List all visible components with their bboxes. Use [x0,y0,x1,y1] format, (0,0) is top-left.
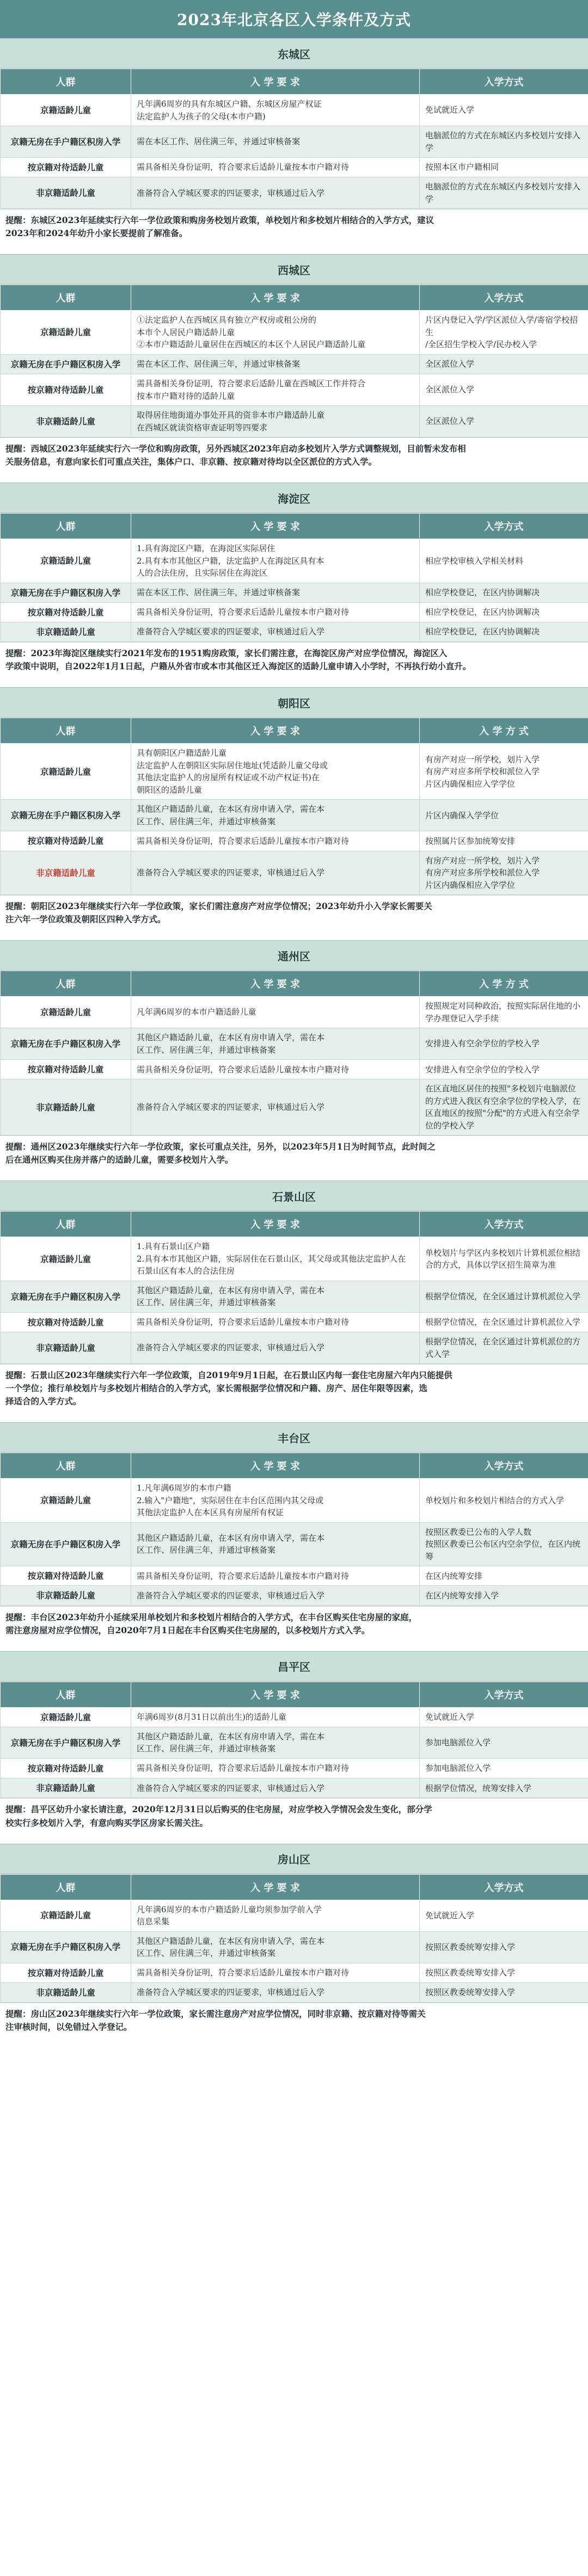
section-spacer [0,930,588,940]
column-header-people: 人群 [1,1682,131,1707]
requirement-cell: 凡年满6周岁的本市户籍适龄儿童 [131,997,420,1028]
column-header-requirements: 入 学 要 求 [131,971,420,997]
table-row [1,997,588,1028]
table-row [1,851,588,895]
table-row [1,583,588,602]
people-cell: 京籍适龄儿童 [1,1707,131,1727]
district-table [0,1874,588,2003]
table-row [1,1522,588,1566]
people-cell: 非京籍适龄儿童 [1,1778,131,1798]
district-table [0,513,588,642]
table-header-row [1,285,588,311]
district-note: 提醒：昌平区幼升小家长请注意，2020年12月31日以后购买的住宅房屋，对应学校入学情况会发生变化，部分学 校实行多校划片入学，有意向购买学区房家长需关注。 [0,1798,588,1833]
column-header-method: 入学方式 [420,1453,588,1479]
method-cell: 相应学校审核入学相关材料 [420,539,588,583]
people-cell: 京籍无房在手户籍区积房入学 [1,1281,131,1312]
column-header-requirements: 入 学 要 求 [131,1874,420,1900]
method-cell: 有房产对应一所学校，划片入学 有房产对应多所学校和派位入学 片区内确保相应入学学位 [420,744,588,800]
table-header-row [1,514,588,539]
people-cell: 京籍无房在手户籍区积房入学 [1,1028,131,1060]
table-row [1,831,588,851]
table-row [1,126,588,158]
method-cell: 免试就近入学 [420,95,588,126]
people-cell: 非京籍适龄儿童 [1,1332,131,1364]
table-row [1,800,588,831]
requirement-cell: ①法定监护人在西城区具有独立产权房或租公房的 本市个人居民户籍适龄儿童 ②本市户籍适龄儿童居住在西城区的本区个人居民户籍适龄儿童 [131,311,420,355]
method-cell: 根据学位情况，统筹安排入学 [420,1778,588,1798]
method-cell: 按照本区市户籍相同 [420,158,588,177]
method-cell: 参加电脑派位入学 [420,1758,588,1778]
method-cell: 安排进入有空余学位的学校入学 [420,1028,588,1060]
requirement-cell: 准备符合入学城区要求的四证要求，审核通过后入学 [131,1778,420,1798]
requirement-cell: 其他区户籍适龄儿童，在本区有房申请入学，需在本 区工作、居住满三年，并通过审核备案 [131,800,420,831]
district-note: 提醒：东城区2023年延续实行六年一学位政策和购房务校划片政策，单校划片和多校划片相结合的入学方式，建议 2023年和2024年幼升小家长要提前了解准备。 [0,209,588,244]
requirement-cell: 其他区户籍适龄儿童，在本区有房申请入学，需在本 区工作、居住满三年，并通过审核备案 [131,1931,420,1963]
column-header-people: 人群 [1,1212,131,1237]
column-header-requirements: 入 学 要 求 [131,718,420,744]
column-header-people: 人群 [1,971,131,997]
table-row [1,311,588,355]
district-note: 提醒：石景山区2023年继续实行六年一学位政策，自2019年9月1日起，在石景山区内每一套住宅房屋六年内只能提供 一个学位；推行单校划片与多校划片相结合的入学方式，家长需根据学位情况和户籍、房产、居住年限等因素，选 择适合的入学方式。 [0,1364,588,1412]
people-cell: 非京籍适龄儿童 [1,177,131,209]
table-row [1,158,588,177]
method-cell: 免试就近入学 [420,1707,588,1727]
table-row [1,622,588,642]
method-cell: 单校划片和多校划片相结合的方式入学 [420,1479,588,1523]
table-row [1,1332,588,1364]
people-cell: 非京籍适龄儿童 [1,1079,131,1135]
people-cell: 京籍无房在手户籍区积房入学 [1,800,131,831]
district-title: 房山区 [0,1844,588,1874]
people-cell: 京籍无房在手户籍区积房入学 [1,583,131,602]
district-title: 通州区 [0,940,588,971]
requirement-cell: 需在本区工作、居住满三年，并通过审核备案 [131,126,420,158]
column-header-method: 入学方式 [420,285,588,311]
requirement-cell: 其他区户籍适龄儿童，在本区有房申请入学，需在本 区工作、居住满三年，并通过审核备案 [131,1727,420,1758]
table-row [1,1586,588,1605]
table-row [1,1900,588,1931]
method-cell: 电脑派位的方式在东城区内多校划片安排入学 [420,177,588,209]
column-header-method: 入学方式 [420,514,588,539]
people-cell: 京籍无房在手户籍区积房入学 [1,126,131,158]
district-title: 海淀区 [0,483,588,513]
method-cell: 全区派位入学 [420,406,588,437]
column-header-requirements: 入 学 要 求 [131,514,420,539]
requirement-cell: 其他区户籍适龄儿童，在本区有房申请入学，需在本 区工作、居住满三年，并通过审核备案 [131,1281,420,1312]
people-cell: 非京籍适龄儿童 [1,406,131,437]
method-cell: 片区内登记入学/学区派位入学/寄宿学校招生 /全区招生学校入学/民办校入学 [420,311,588,355]
section-spacer [0,244,588,254]
requirement-cell: 需具备相关身份证明，符合要求后适龄儿童按本市户籍对待 [131,1060,420,1079]
table-header-row [1,1212,588,1237]
table-row [1,1931,588,1963]
table-row [1,1028,588,1060]
column-header-people: 人群 [1,69,131,95]
requirement-cell: 准备符合入学城区要求的四证要求，审核通过后入学 [131,622,420,642]
requirement-cell: 凡年满6周岁的具有东城区户籍、东城区房屋产权证 法定监护人为孩子的父母(本市户籍) [131,95,420,126]
table-row [1,354,588,374]
method-cell: 按照区教委统筹安排入学 [420,1982,588,2002]
requirement-cell: 取得居住地街道办事处开具的资非本市户籍适龄儿童 在西城区就读资格审查证明等四要求 [131,406,420,437]
district-table [0,718,588,895]
column-header-people: 人群 [1,1453,131,1479]
requirement-cell: 准备符合入学城区要求的四证要求，审核通过后入学 [131,1079,420,1135]
column-header-method: 入 学 方 式 [420,718,588,744]
requirement-cell: 需具备相关身份证明，符合要求后适龄儿童按本市户籍对待 [131,1312,420,1332]
people-cell: 按京籍对待适龄儿童 [1,1566,131,1586]
table-row [1,1778,588,1798]
requirement-cell: 需具备相关身份证明，符合要求后适龄儿童按本市户籍对待 [131,831,420,851]
table-row [1,1312,588,1332]
table-header-row [1,1682,588,1707]
requirement-cell: 需具备相关身份证明，符合要求后适龄儿童在西城区工作并符合 按本市户籍对待的适龄儿童 [131,374,420,406]
section-spacer [0,1834,588,1844]
district-note: 提醒：房山区2023年继续实行六年一学位政策，家长需注意房产对应学位情况，同时非京籍、按京籍对待等需关 注审核时间，以免错过入学登记。 [0,2003,588,2038]
section-spacer [0,1171,588,1181]
column-header-method: 入 学 方 式 [420,971,588,997]
people-cell: 京籍无房在手户籍区积房入学 [1,1931,131,1963]
district-title: 西城区 [0,254,588,285]
method-cell: 在区内统筹安排入学 [420,1586,588,1605]
table-row [1,1727,588,1758]
districts-container [0,38,588,2038]
table-row [1,374,588,406]
district-table [0,69,588,209]
requirement-cell: 需在本区工作、居住满三年，并通过审核备案 [131,354,420,374]
people-cell: 京籍无房在手户籍区积房入学 [1,1727,131,1758]
method-cell: 相应学校登记，在区内协调解决 [420,583,588,602]
table-row [1,1479,588,1523]
requirement-cell: 1.凡年满6周岁的本市户籍 2.输入"户籍地"，实际居住在丰台区范围内其父母或 其他法定监护人在本区具有房屋所有权证 [131,1479,420,1523]
people-cell: 非京籍适龄儿童 [1,851,131,895]
district-title: 东城区 [0,38,588,69]
table-header-row [1,718,588,744]
method-cell: 按照属片区参加统筹安排 [420,831,588,851]
method-cell: 相应学校登记，在区内协调解决 [420,602,588,622]
requirement-cell: 需具备相关身份证明，符合要求后适龄儿童按本市户籍对待 [131,1963,420,1982]
requirement-cell: 其他区户籍适龄儿童，在本区有房申请入学，需在本 区工作、居住满三年，并通过审核备案 [131,1028,420,1060]
people-cell: 京籍适龄儿童 [1,311,131,355]
column-header-method: 入学方式 [420,1682,588,1707]
column-header-requirements: 入 学 要 求 [131,1453,420,1479]
requirement-cell: 准备符合入学城区要求的四证要求，审核通过后入学 [131,1332,420,1364]
district-table [0,1682,588,1799]
people-cell: 非京籍适龄儿童 [1,1586,131,1605]
table-row [1,1707,588,1727]
table-row [1,1566,588,1586]
column-header-people: 人群 [1,718,131,744]
requirement-cell: 需具备相关身份证明，符合要求后适龄儿童按本市户籍对待 [131,602,420,622]
method-cell: 全区派位入学 [420,374,588,406]
column-header-people: 人群 [1,1874,131,1900]
method-cell: 根据学位情况，在全区通过计算机派位入学 [420,1281,588,1312]
table-header-row [1,971,588,997]
people-cell: 按京籍对待适龄儿童 [1,1060,131,1079]
requirement-cell: 需具备相关身份证明，符合要求后适龄儿童按本市户籍对待 [131,1758,420,1778]
method-cell: 相应学校登记，在区内协调解决 [420,622,588,642]
requirement-cell: 准备符合入学城区要求的四证要求，审核通过后入学 [131,1982,420,2002]
method-cell: 按照区教委统筹安排入学 [420,1931,588,1963]
column-header-requirements: 入 学 要 求 [131,69,420,95]
district-table [0,1453,588,1606]
table-row [1,539,588,583]
method-cell: 片区内确保入学学位 [420,800,588,831]
people-cell: 京籍适龄儿童 [1,95,131,126]
people-cell: 京籍无房在手户籍区积房入学 [1,354,131,374]
method-cell: 按照区教委统筹安排入学 [420,1963,588,1982]
method-cell: 安排进入有空余学位的学校入学 [420,1060,588,1079]
column-header-requirements: 入 学 要 求 [131,285,420,311]
people-cell: 京籍适龄儿童 [1,539,131,583]
district-note: 提醒：丰台区2023年幼升小延续采用单校划片和多校划片相结合的入学方式，在丰台区购买住宅房屋的家庭， 需注意房屋对应学位情况，自2020年7月1日起在丰台区购买住宅房屋的，以多校划片方式入学。 [0,1606,588,1641]
district-note: 提醒：西城区2023年延续实行六一学位和购房政策，另外西城区2023年启动多校划片入学方式调整规划，目前暂未发布相 关服务信息，有意向家长们可重点关注，集体户口、非京籍、按京籍对待均以全区派位的方式入学。 [0,437,588,473]
people-cell: 京籍适龄儿童 [1,1900,131,1931]
people-cell: 京籍无房在手户籍区积房入学 [1,1522,131,1566]
requirement-cell: 准备符合入学城区要求的四证要求，审核通过后入学 [131,1586,420,1605]
district-note: 提醒：2023年海淀区继续实行2021年发布的1951购房政策，家长们需注意，在海淀区房产对应学位情况，海淀区入 学政策中说明，自2022年1月1日起，户籍从外省市或本市其他区迁入海淀区的适龄儿童申请入小学时，不再执行幼小直升。 [0,642,588,677]
district-table [0,285,588,437]
section-spacer [0,473,588,483]
people-cell: 按京籍对待适龄儿童 [1,1758,131,1778]
page-title: 2023年北京各区入学条件及方式 [0,0,588,38]
column-header-people: 人群 [1,285,131,311]
method-cell: 根据学位情况，在全区通过计算机派位的方式入学 [420,1332,588,1364]
district-table [0,971,588,1135]
people-cell: 非京籍适龄儿童 [1,622,131,642]
people-cell: 京籍适龄儿童 [1,744,131,800]
district-title: 昌平区 [0,1651,588,1682]
table-row [1,95,588,126]
district-title: 朝阳区 [0,687,588,718]
table-row [1,1963,588,1982]
requirement-cell: 1.具有海淀区户籍，在海淀区实际居住 2.具有本市其他区户籍，法定监护人在海淀区具有本 人的合法住房，且实际居住在海淀区 [131,539,420,583]
table-row [1,1281,588,1312]
district-note: 提醒：朝阳区2023年继续实行六年一学位政策，家长们需注意房产对应学位情况；2023年幼升小入学家长需要关 注六年一学位政策及朝阳区四种入学方式。 [0,895,588,930]
table-header-row [1,69,588,95]
column-header-method: 入学方式 [420,1212,588,1237]
requirement-cell: 准备符合入学城区要求的四证要求，审核通过后入学 [131,177,420,209]
table-row [1,406,588,437]
requirement-cell: 具有朝阳区户籍适龄儿童 法定监护人在朝阳区实际居住地址(凭适龄儿童父母或 其他法定监护人的房屋所有权证或不动产权证书)在 朝阳区的适龄儿童 [131,744,420,800]
people-cell: 按京籍对待适龄儿童 [1,1312,131,1332]
requirement-cell: 需具备相关身份证明，符合要求后适龄儿童按本市户籍对待 [131,158,420,177]
table-row [1,602,588,622]
column-header-method: 入学方式 [420,69,588,95]
people-cell: 按京籍对待适龄儿童 [1,602,131,622]
column-header-requirements: 入 学 要 求 [131,1682,420,1707]
people-cell: 京籍适龄儿童 [1,997,131,1028]
district-note: 提醒：通州区2023年继续实行六年一学位政策，家长可重点关注，另外，以2023年5月1日为时间节点，此时间之 后在通州区购买住房并落户的适龄儿童，需要多校划片入学。 [0,1135,588,1171]
district-table [0,1211,588,1364]
table-header-row [1,1874,588,1900]
requirement-cell: 需在本区工作、居住满三年，并通过审核备案 [131,583,420,602]
table-row [1,1758,588,1778]
method-cell: 有房产对应一所学校，划片入学 有房产对应多所学校和派位入学 片区内确保相应入学学位 [420,851,588,895]
district-title: 石景山区 [0,1181,588,1211]
table-row [1,1060,588,1079]
requirement-cell: 凡年满6周岁的本市户籍适龄儿童均须参加学前入学 信息采集 [131,1900,420,1931]
people-cell: 京籍适龄儿童 [1,1479,131,1523]
table-header-row [1,1453,588,1479]
people-cell: 按京籍对待适龄儿童 [1,831,131,851]
people-cell: 按京籍对待适龄儿童 [1,374,131,406]
method-cell: 在区内统筹安排 [420,1566,588,1586]
district-title: 丰台区 [0,1422,588,1453]
section-spacer [0,677,588,687]
method-cell: 免试就近入学 [420,1900,588,1931]
table-row [1,177,588,209]
method-cell: 按照区教委已公布的入学人数 按照区教委已公布区内空余学位，在区内统筹 [420,1522,588,1566]
people-cell: 按京籍对待适龄儿童 [1,158,131,177]
method-cell: 在区直地区居住的按照"多校划片电脑派位的方式进入我区有空余学位的学校入学，在区直地区的按照"分配"的方式进入有空余学位的学校入学 [420,1079,588,1135]
table-row [1,1982,588,2002]
column-header-requirements: 入 学 要 求 [131,1212,420,1237]
requirement-cell: 1.具有石景山区户籍 2.具有本市其他区户籍，实际居住在石景山区，其父母或其他法定监护人在石景山区有本人的合法住房 [131,1237,420,1281]
requirement-cell: 其他区户籍适龄儿童，在本区有房申请入学，需在本 区工作、居住满三年，并通过审核备案 [131,1522,420,1566]
method-cell: 参加电脑派位入学 [420,1727,588,1758]
method-cell: 按照规定对同种政治，按照实际居住地的小学办理登记入学手续 [420,997,588,1028]
method-cell: 根据学位情况，在全区通过计算机派位入学 [420,1312,588,1332]
people-cell: 京籍适龄儿童 [1,1237,131,1281]
table-row [1,1079,588,1135]
method-cell: 单校划片与学区内多校划片计算机派位相结合的方式，具体以学区招生简章为准 [420,1237,588,1281]
column-header-method: 入学方式 [420,1874,588,1900]
people-cell: 按京籍对待适龄儿童 [1,1963,131,1982]
method-cell: 电脑派位的方式在东城区内多校划片安排入学 [420,126,588,158]
section-spacer [0,1412,588,1422]
requirement-cell: 需具备相关身份证明，符合要求后适龄儿童按本市户籍对待 [131,1566,420,1586]
method-cell: 全区派位入学 [420,354,588,374]
section-spacer [0,1641,588,1651]
people-cell: 非京籍适龄儿童 [1,1982,131,2002]
requirement-cell: 年满6周岁(8月31日以前出生)的适龄儿童 [131,1707,420,1727]
column-header-people: 人群 [1,514,131,539]
table-row [1,1237,588,1281]
table-row [1,744,588,800]
requirement-cell: 准备符合入学城区要求的四证要求，审核通过后入学 [131,851,420,895]
